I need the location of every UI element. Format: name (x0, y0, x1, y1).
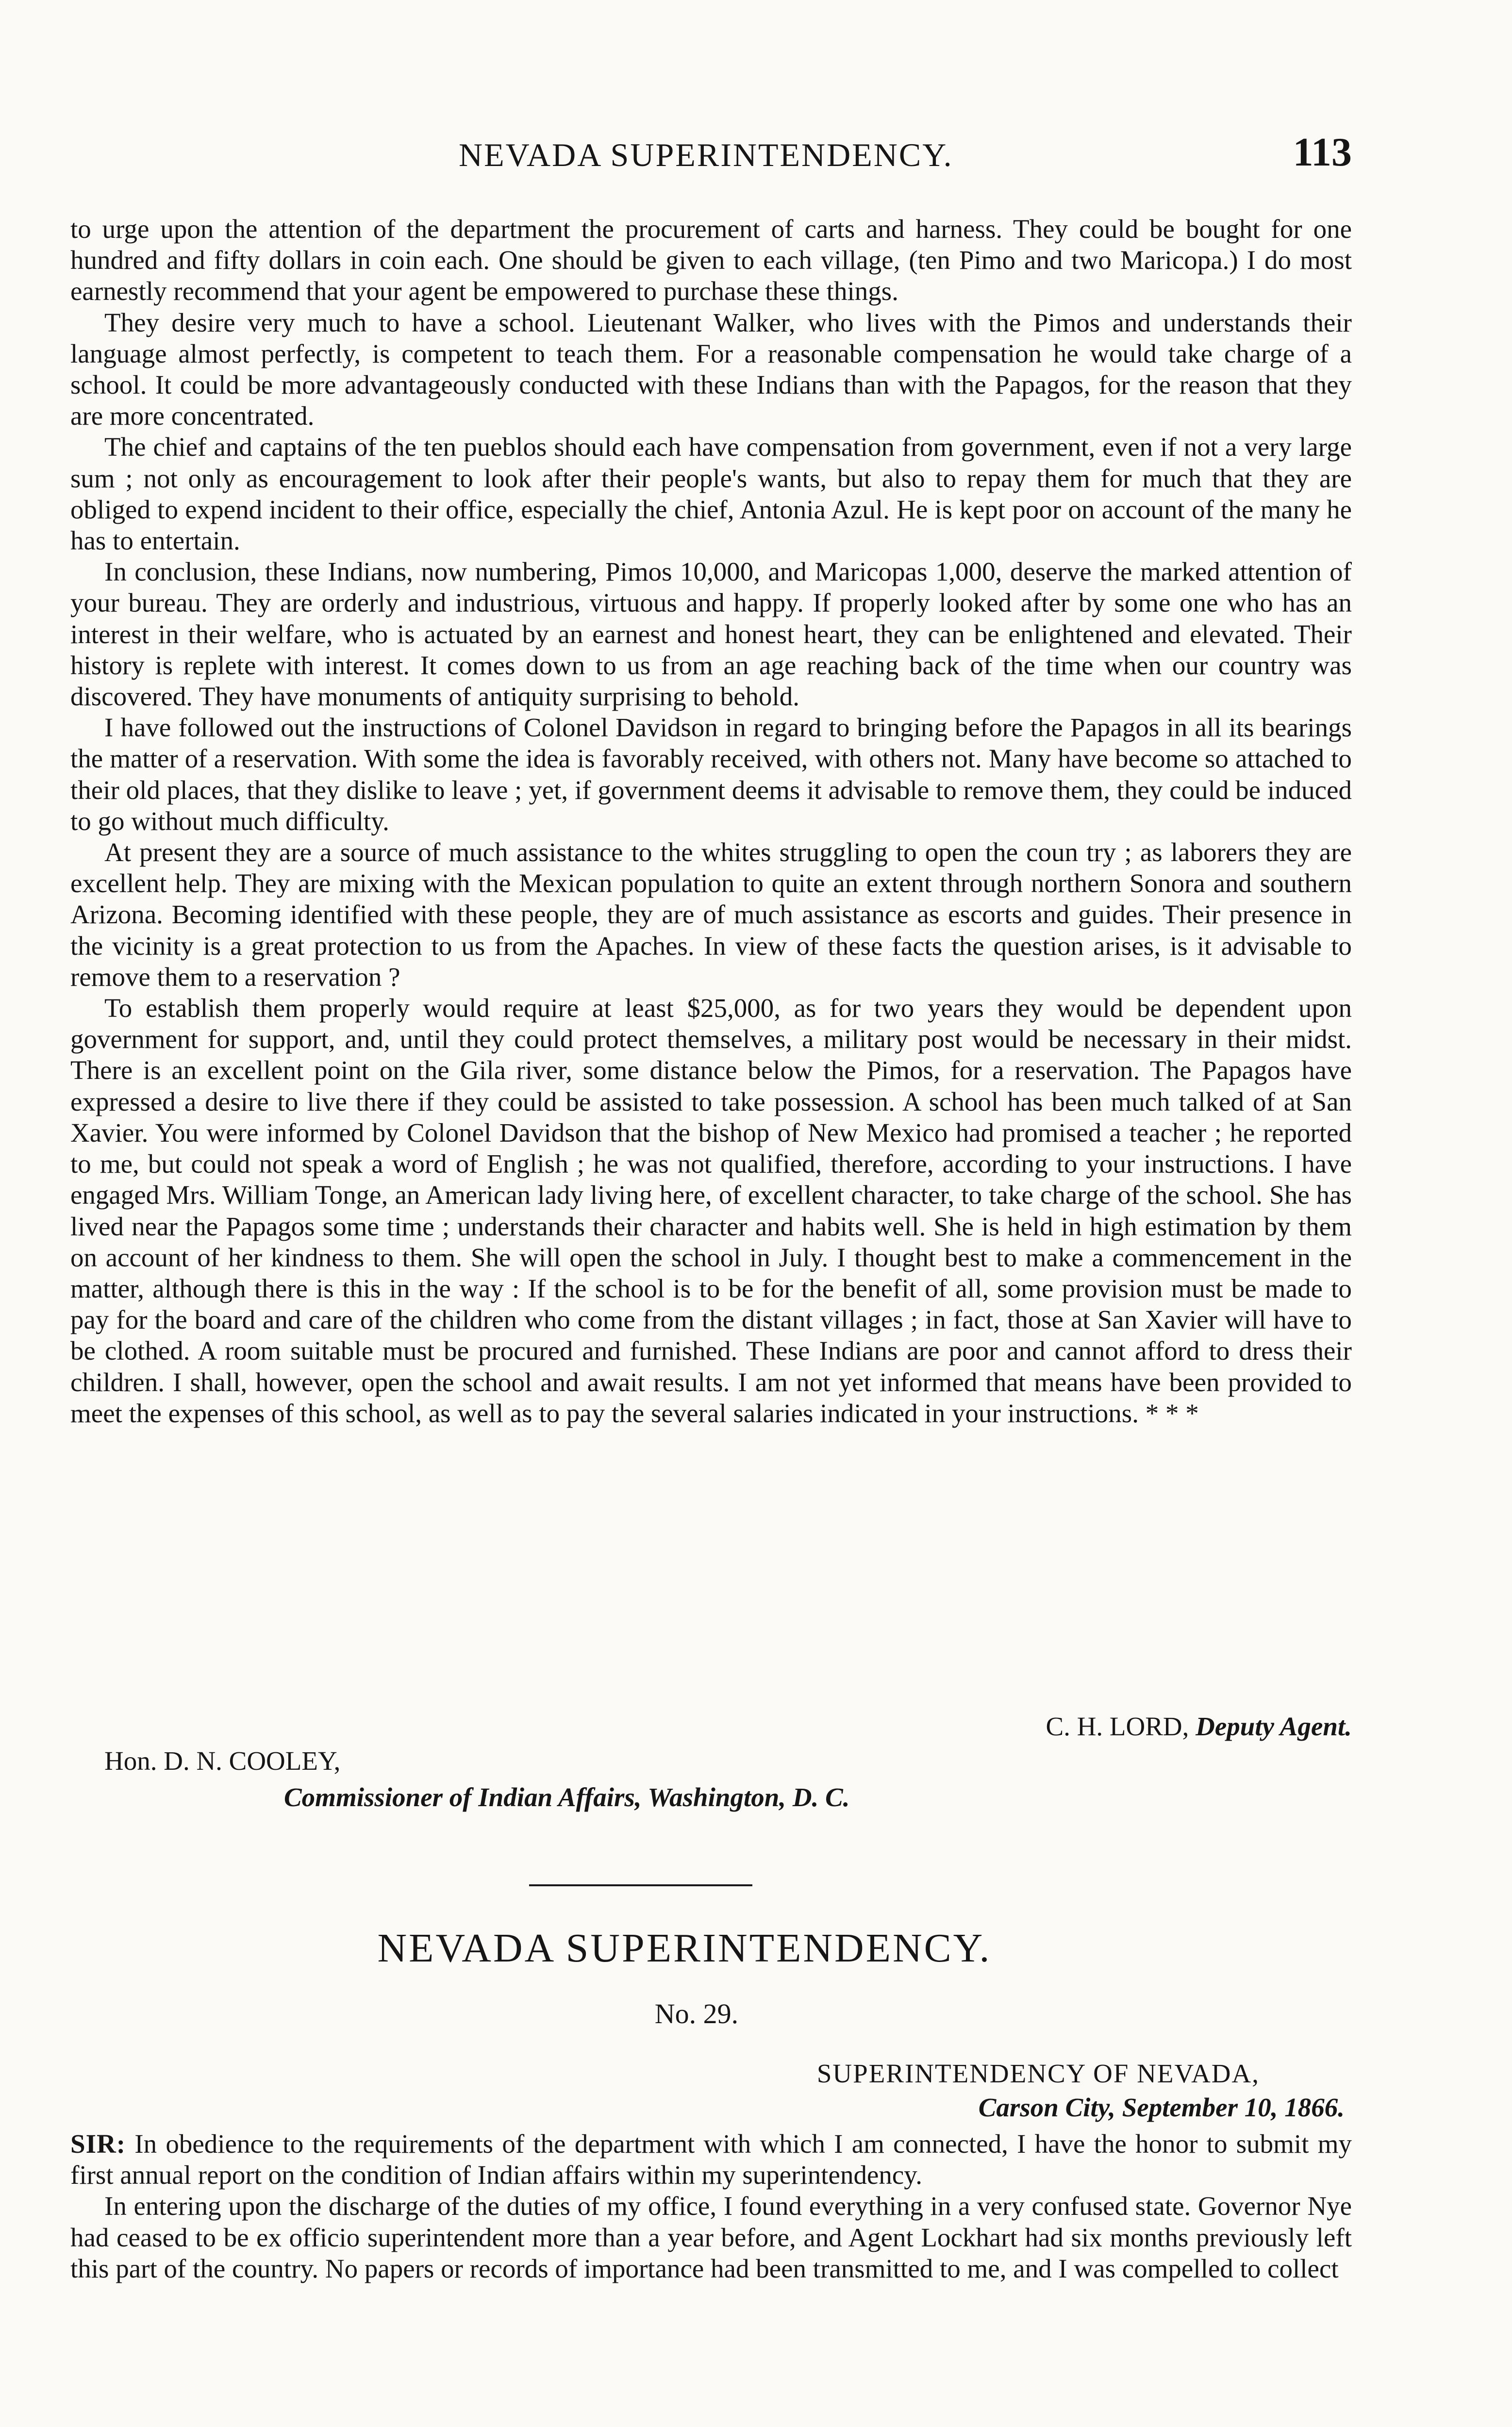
signatory-title: Deputy Agent. (1196, 1712, 1352, 1741)
letter-text: In obedience to the requirements of the department with which I am connected, I have the honor to submit my first annual report on the condition of Indian affairs within my superintendency. (70, 2129, 1352, 2190)
addressee-block (104, 1743, 850, 1815)
dateline-office: SUPERINTENDENCY OF NEVADA, (816, 2059, 1260, 2088)
addressee-name: Hon. D. N. COOLEY, (104, 1746, 341, 1776)
salutation: SIR: (70, 2129, 126, 2159)
report-body (70, 214, 1352, 1429)
running-title: NEVADA SUPERINTENDENCY. (459, 136, 953, 173)
signatory-name: C. H. LORD, (1046, 1712, 1189, 1741)
paragraph: They desire very much to have a school. Lieutenant Walker, who lives with the Pimos and understands their language almost perfectly, is competent to teach them. For a reasonable compensation he would take charge of a school. It could be more advantageously conducted with these Indians than with the Papagos, for the reason that they are more concentrated. (70, 307, 1352, 431)
paragraph: At present they are a source of much assistance to the whites struggling to open the coun try ; as laborers they are excellent help. They are mixing with the Mexican population to quite an extent through northern Sonora and southern Arizona. Becoming identified with these people, they are of much assistance as escorts and guides. Their presence in the vicinity is a great protection to us from the Apaches. In view of these facts the question arises, is it advisable to remove them to a reservation ? (70, 837, 1352, 992)
document-number: No. 29. (654, 1998, 739, 2029)
addressee-title: Commissioner of Indian Affairs, Washington, D. C. (284, 1782, 850, 1812)
paragraph: I have followed out the instructions of Colonel Davidson in regard to bringing before the Papagos in all its bearings the matter of a reservation. With some the idea is favorably received, with others not. Many have become so attached to their old places, that they dislike to leave ; yet, if government deems it advisable to remove them, they could be induced to go without much difficulty. (70, 713, 1352, 836)
signature-block (1046, 1711, 1352, 1742)
letter-paragraph: In entering upon the discharge of the duties of my office, I found everything in a very confused state. Governor Nye had ceased to be ex officio superintendent more than a year before, and Agent Lockhart had six months previously left this part of the country. No papers or records of importance had been transmitted to me, and I was compelled to collect (70, 2191, 1352, 2283)
paragraph: to urge upon the attention of the department the procurement of carts and harness. They could be bought for one hundred and fifty dollars in coin each. One should be given to each village, (ten Pimo and two Maricopa.) I do most earnestly recommend that your agent be empowered to purchase these things. (70, 214, 1352, 306)
letter-paragraph (70, 2128, 1352, 2191)
letter-body (70, 2128, 1352, 2284)
page-header (70, 124, 1352, 182)
paragraph: In conclusion, these Indians, now numbering, Pimos 10,000, and Maricopas 1,000, deserve the marked attention of your bureau. They are orderly and industrious, virtuous and happy. If properly looked after by some one who has an interest in their welfare, who is actuated by an earnest and honest heart, they can be enlightened and elevated. Their history is replete with interest. It comes down to us from an age reaching back of the time when our country was discovered. They have monuments of antiquity surprising to behold. (70, 557, 1352, 712)
paragraph: To establish them properly would require at least $25,000, as for two years they would be dependent upon government for support, and, until they could protect themselves, a military post would be necessary in their midst. There is an excellent point on the Gila river, some distance below the Pimos, for a reservation. The Papagos have expressed a desire to live there if they could be assisted to take possession. A school has been much talked of at San Xavier. You were informed by Colonel Davidson that the bishop of New Mexico had promised a teacher ; he reported to me, but could not speak a word of English ; he was not qualified, therefore, according to your instructions. I have engaged Mrs. William Tonge, an American lady living here, of excellent character, to take charge of the school. She has lived near the Papagos some time ; understands their character and habits well. She is held in high estimation by them on account of her kindness to them. She will open the school in July. I thought best to make a commencement in the matter, although there is this in the way : If the school is to be for the benefit of all, some provision must be made to pay for the board and care of the children who come from the distant villages ; in fact, those at San Xavier will have to be clothed. A room suitable must be procured and furnished. These Indians are poor and cannot afford to dress their children. I shall, however, open the school and await results. I am not yet informed that means have been provided to meet the expenses of this school, as well as to pay the several salaries indicated in your instructions. * * * (70, 993, 1352, 1428)
section-title: NEVADA SUPERINTENDENCY. (377, 1926, 992, 1971)
page-number: 113 (1293, 130, 1352, 175)
paragraph: The chief and captains of the ten pueblos should each have compensation from government, even if not a very large sum ; not only as encouragement to look after their people's wants, but also to repay them for much that they are obliged to expend incident to their office, especially the chief, Antonia Azul. He is kept poor on account of the many he has to entertain. (70, 432, 1352, 556)
dateline-place-date: Carson City, September 10, 1866. (978, 2093, 1345, 2122)
section-divider (529, 1884, 752, 1886)
